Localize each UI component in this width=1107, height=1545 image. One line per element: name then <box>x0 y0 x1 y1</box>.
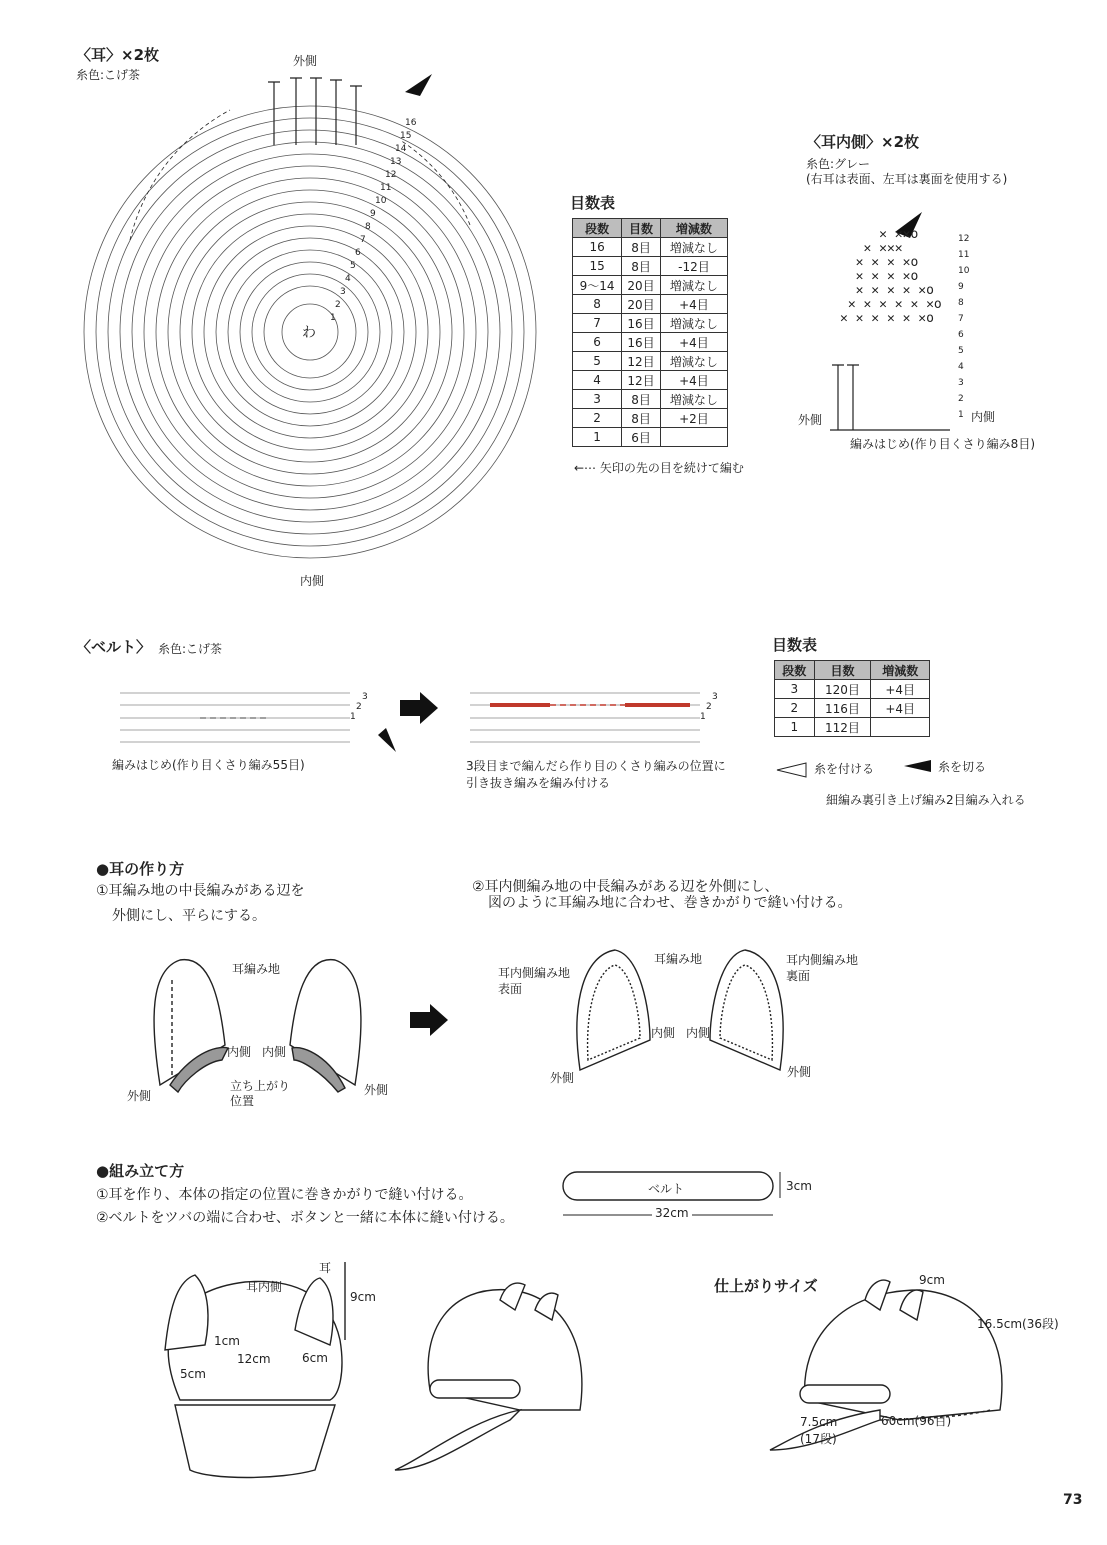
cell: +4目 <box>871 699 930 718</box>
cell: 8 <box>573 295 622 314</box>
count-table-1-title: 目数表 <box>570 194 616 212</box>
ear-howto-step2a: ②耳内側編み地の中長編みがある辺を外側にし、 <box>472 879 779 895</box>
cell: 6目 <box>622 428 661 447</box>
col-header: 目数 <box>622 219 661 238</box>
table-row <box>573 409 728 428</box>
cell: 1 <box>573 428 622 447</box>
ear-row-number: 12 <box>385 170 397 180</box>
label-front-2: 表面 <box>498 982 523 996</box>
cell: +2目 <box>660 409 727 428</box>
cell: +4目 <box>660 295 727 314</box>
assembly-title: ●組み立て方 <box>96 1162 185 1180</box>
cell: 増減なし <box>660 238 727 257</box>
belt-note-2: 引き抜き編みを編み付ける <box>466 776 611 790</box>
table-row <box>573 352 728 371</box>
arrow-icon <box>400 692 438 724</box>
cell: 16 <box>573 238 622 257</box>
dim-12cm: 12cm <box>237 1352 271 1366</box>
cell: 増減なし <box>660 276 727 295</box>
inner-ear-row-number: 12 <box>958 234 970 244</box>
cell: 増減なし <box>660 314 727 333</box>
count-table-2-title: 目数表 <box>772 636 818 654</box>
label-outer-right: 外側 <box>364 1083 389 1097</box>
cell: 20目 <box>622 295 661 314</box>
ear-row-number: 15 <box>400 131 412 141</box>
table-row <box>573 295 728 314</box>
cell: 3 <box>775 680 815 699</box>
table-row <box>573 428 728 447</box>
cell: 7 <box>573 314 622 333</box>
belt-start: 編みはじめ(作り目くさり編み55目) <box>112 758 305 772</box>
table-header-row <box>775 661 930 680</box>
ear-round-chart <box>84 78 536 558</box>
cell: 9〜14 <box>573 276 622 295</box>
ear-row-number: 3 <box>340 287 346 297</box>
cell: 20目 <box>622 276 661 295</box>
cell: 4 <box>573 371 622 390</box>
table-row <box>775 718 930 737</box>
finish-brim-1: 7.5cm <box>800 1415 838 1429</box>
cell: +4目 <box>871 680 930 699</box>
belt-row-number: 1 <box>350 712 356 722</box>
inner-ear-row-number: 9 <box>958 282 964 292</box>
label-back-2: 裏面 <box>786 969 811 983</box>
cell: 5 <box>573 352 622 371</box>
label-inner-3: 内側 <box>651 1026 676 1040</box>
ear-outer-label: 外側 <box>293 54 318 68</box>
inner-ear-chart <box>830 365 950 430</box>
table-row <box>775 699 930 718</box>
belt-row-number: 3 <box>712 692 718 702</box>
legend-attach: 糸を付ける <box>814 762 875 776</box>
cell: 116目 <box>814 699 871 718</box>
cell: 16目 <box>622 333 661 352</box>
hat-side-diagram <box>395 1283 582 1470</box>
col-header: 増減数 <box>871 661 930 680</box>
cell: 3 <box>573 390 622 409</box>
ear-row-number: 4 <box>345 274 351 284</box>
finish-circ: 60cm(96目) <box>881 1414 952 1428</box>
inner-ear-row-number: 8 <box>958 298 964 308</box>
inner-ear-inner: 内側 <box>971 410 996 424</box>
ear-row-number: 8 <box>365 222 371 232</box>
ear-making-right <box>577 950 783 1070</box>
inner-ear-row-number: 7 <box>958 314 964 324</box>
belt-row-number: 2 <box>706 702 712 712</box>
arrow-icon <box>410 1004 448 1036</box>
label-outer-left: 外側 <box>127 1089 152 1103</box>
cell <box>660 428 727 447</box>
label-inner-left: 内側 <box>227 1045 252 1059</box>
ear-row-number: 9 <box>370 209 376 219</box>
inner-ear-row-number: 2 <box>958 394 964 404</box>
belt-row-number: 1 <box>700 712 706 722</box>
ear-row-number: 6 <box>355 248 361 258</box>
label-outer-4: 外側 <box>787 1065 812 1079</box>
attach-yarn-icon <box>777 763 806 777</box>
table-row <box>573 390 728 409</box>
inner-ear-yarn: 糸色:グレー <box>806 157 871 171</box>
belt-title: 〈ベルト〉 <box>76 638 152 656</box>
belt-label: ベルト <box>648 1182 685 1196</box>
dim-6cm: 6cm <box>302 1351 328 1365</box>
inner-ear-outer: 外側 <box>798 413 823 427</box>
cell: 1 <box>775 718 815 737</box>
table-row <box>573 276 728 295</box>
label-inner-ear: 耳内側 <box>246 1280 283 1294</box>
cell: +4目 <box>660 333 727 352</box>
ear-howto-step1a: ①耳編み地の中長編みがある辺を <box>96 883 305 899</box>
inner-ear-row-number: 10 <box>958 266 970 276</box>
ear-making-left <box>154 960 361 1092</box>
inner-ear-row-number: 6 <box>958 330 964 340</box>
finish-depth: 16.5cm(36段) <box>977 1317 1059 1331</box>
ear-row-number: 5 <box>350 261 356 271</box>
cut-yarn-marker <box>405 74 432 96</box>
ear-row-number: 16 <box>405 118 417 128</box>
inner-ear-stitches: ✕ ✕✕o ✕ ✕✕✕ ✕ ✕ ✕ ✕o ✕ ✕ ✕ ✕o ✕ ✕ ✕ ✕ ✕o ✕ ✕ ✕ ✕ ✕ ✕o ✕ ✕ ✕ ✕ ✕ ✕o <box>840 227 942 326</box>
cell: 6 <box>573 333 622 352</box>
ring-label: わ <box>302 325 316 341</box>
cell: 増減なし <box>660 390 727 409</box>
dim-1cm: 1cm <box>214 1334 240 1348</box>
inner-ear-row-number: 11 <box>958 250 970 260</box>
finish-brim-2: (17段) <box>800 1432 837 1446</box>
cell: 増減なし <box>660 352 727 371</box>
belt-height: 3cm <box>786 1179 812 1193</box>
cut-yarn-icon <box>904 760 931 772</box>
cell: 2 <box>573 409 622 428</box>
cell: 8目 <box>622 257 661 276</box>
ear-row-number: 1 <box>330 313 336 323</box>
label-ear-fabric-2: 耳編み地 <box>654 952 703 966</box>
cell: 12目 <box>622 371 661 390</box>
ear-howto-step2b: 図のように耳編み地に合わせ、巻きかがりで縫い付ける。 <box>488 895 852 911</box>
belt-note-1: 3段目まで編んだら作り目のくさり編みの位置に <box>466 759 726 773</box>
belt-row-number: 3 <box>362 692 368 702</box>
cell: 120目 <box>814 680 871 699</box>
belt-yarn: 糸色:こげ茶 <box>158 642 223 656</box>
dim-5cm: 5cm <box>180 1367 206 1381</box>
table-row <box>573 238 728 257</box>
cell: 112目 <box>814 718 871 737</box>
label-inner-4: 内側 <box>686 1026 711 1040</box>
belt-length: 32cm <box>652 1206 692 1220</box>
inner-ear-row-number: 1 <box>958 410 964 420</box>
assembly-step1: ①耳を作り、本体の指定の位置に巻きかがりで縫い付ける。 <box>96 1187 473 1203</box>
belt-row-number: 2 <box>356 702 362 712</box>
arrow-note: ←⋯ 矢印の先の目を続けて編む <box>574 461 744 475</box>
table-row <box>573 371 728 390</box>
table-row <box>573 257 728 276</box>
label-rise-1: 立ち上がり <box>230 1079 291 1093</box>
label-outer-3: 外側 <box>550 1071 575 1085</box>
table-row <box>775 680 930 699</box>
assembly-step2: ②ベルトをツバの端に合わせ、ボタンと一緒に本体に縫い付ける。 <box>96 1210 514 1226</box>
ear-row-number: 11 <box>380 183 392 193</box>
col-header: 増減数 <box>660 219 727 238</box>
ear-howto-step1b: 外側にし、平らにする。 <box>112 908 266 924</box>
table-header-row <box>573 219 728 238</box>
table-row <box>573 333 728 352</box>
dim-9cm: 9cm <box>350 1290 376 1304</box>
inner-ear-start: 編みはじめ(作り目くさり編み8目) <box>850 437 1035 451</box>
inner-ear-title: 〈耳内側〉×2枚 <box>806 133 920 151</box>
cell: 8目 <box>622 390 661 409</box>
ear-row-number: 7 <box>360 235 366 245</box>
table-row <box>573 314 728 333</box>
inner-ear-row-number: 5 <box>958 346 964 356</box>
ear-row-number: 13 <box>390 157 402 167</box>
label-back-1: 耳内側編み地 <box>786 953 859 967</box>
cell: 8目 <box>622 238 661 257</box>
col-header: 段数 <box>573 219 622 238</box>
cell <box>871 718 930 737</box>
label-front-1: 耳内側編み地 <box>498 966 571 980</box>
cell: 15 <box>573 257 622 276</box>
col-header: 目数 <box>814 661 871 680</box>
cell: 16目 <box>622 314 661 333</box>
ear-row-number: 10 <box>375 196 387 206</box>
legend-cut: 糸を切る <box>938 760 987 774</box>
count-table-2 <box>774 660 930 737</box>
finish-title: 仕上がりサイズ <box>714 1277 818 1295</box>
label-ear-fabric: 耳編み地 <box>232 962 281 976</box>
ear-howto-title: ●耳の作り方 <box>96 860 185 878</box>
col-header: 段数 <box>775 661 815 680</box>
cell: 12目 <box>622 352 661 371</box>
label-rise-2: 位置 <box>230 1094 255 1108</box>
inner-ear-row-number: 3 <box>958 378 964 388</box>
cell: 8目 <box>622 409 661 428</box>
ear-row-number: 2 <box>335 300 341 310</box>
ear-yarn: 糸色:こげ茶 <box>76 68 141 82</box>
cell: +4目 <box>660 371 727 390</box>
label-ear: 耳 <box>319 1261 332 1275</box>
page-number: 73 <box>1063 1492 1083 1508</box>
ear-inner-label: 内側 <box>300 574 325 588</box>
finish-ear: 9cm <box>919 1273 945 1287</box>
label-inner-right: 内側 <box>262 1045 287 1059</box>
cell: 2 <box>775 699 815 718</box>
inner-ear-row-number: 4 <box>958 362 964 372</box>
count-table-1 <box>572 218 728 447</box>
cell: -12目 <box>660 257 727 276</box>
ear-title: 〈耳〉×2枚 <box>76 46 160 64</box>
legend-stitch: 細編み裏引き上げ編み2目編み入れる <box>826 793 1026 807</box>
inner-ear-note: (右耳は表面、左耳は裏面を使用する) <box>806 172 1008 186</box>
ear-row-number: 14 <box>395 144 407 154</box>
